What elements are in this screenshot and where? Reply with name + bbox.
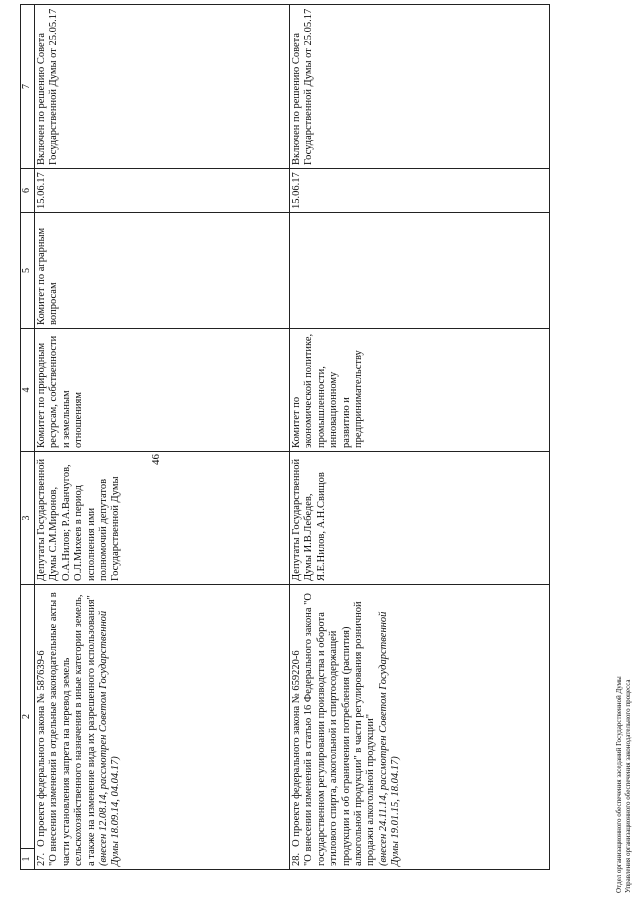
bills-table [20, 4, 550, 870]
committee-cell: Комитет по природным ресурсам, собственности и земельным отношениям [35, 329, 290, 452]
bill-note: (внесен 24.11.14, рассмотрен Советом Государственной Думы 19.01.15, 18.04.17) [377, 611, 401, 866]
column-header-7: 7 [21, 5, 35, 169]
footer-line-2: Управления организационного обеспечения законодательного процесса [623, 679, 632, 893]
row-number: 27. [36, 852, 47, 866]
table-header-row [21, 5, 35, 870]
co-executor-cell [290, 213, 550, 329]
bill-cell [290, 585, 550, 870]
date-cell: 15.06.17 [35, 169, 290, 213]
table-row [35, 5, 290, 870]
decision-cell: Включен по решению Совета Государственной Думы от 25.05.17 [35, 5, 290, 169]
bill-title: О проекте федерального закона № 587639-6 [36, 650, 47, 847]
bill-description: "О внесении изменений в статью 16 Федерального закона "О государственном регулировании производства и оборота этилового спирта, алкогольной и спиртосодержащей продукции и об ограничении потребления (распития) алкогольной продукции" в части регулирования розничной продажи алкогольной продукции" [303, 593, 377, 866]
co-executor-cell: Комитет по аграрным вопросам [35, 213, 290, 329]
bill-note: (внесен 12.08.14, рассмотрен Советом Государственной Думы 18.09.14, 04.04.17) [97, 610, 122, 866]
footer [615, 676, 633, 893]
column-header-1: 1 [21, 848, 34, 869]
bill-title: О проекте федерального закона № 659220-6 [291, 650, 302, 847]
initiators-cell: Депутаты Государственной Думы С.М.Миронов, О.А.Нилов; Р.А.Ванчугов, О.Л.Михеев в период исполнения ими полномочий депутатов Государственной Думы [35, 452, 290, 585]
page-number: 46 [150, 454, 162, 465]
column-header-4: 4 [21, 329, 35, 452]
committee-cell: Комитет по экономической политике, промышленности, инновационному развитию и предпринимательству [290, 329, 550, 452]
footer-line-1: Отдел организационного обеспечения заседаний Государственной Думы [615, 676, 623, 893]
decision-cell: Включен по решению Совета Государственной Думы от 25.05.17 [290, 5, 550, 169]
bill-cell [35, 585, 290, 870]
table-row [290, 5, 550, 870]
date-cell: 15.06.17 [290, 169, 550, 213]
column-header-5: 5 [21, 213, 35, 329]
column-header-3: 3 [21, 452, 35, 585]
initiators-cell: Депутаты Государственной Думы И.В.Лебедев, Я.Е.Нилов, А.Н.Свищов [290, 452, 550, 585]
column-header-6: 6 [21, 169, 35, 213]
column-header-2: 2 [21, 714, 32, 719]
bill-description: "О внесении изменений в отдельные законодательные акты в части установления запрета на перевод земель сельскохозяйственного назначения в иные категории земель, а также на изменение вида их разрешенного использования" [48, 592, 97, 866]
row-number: 28. [291, 852, 302, 866]
